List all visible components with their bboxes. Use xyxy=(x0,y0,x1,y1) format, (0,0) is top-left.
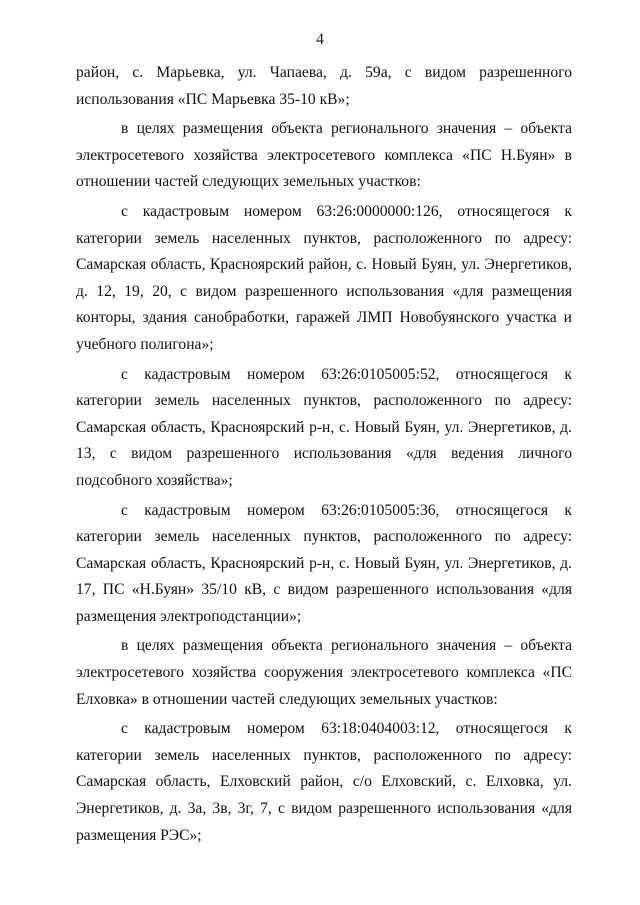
paragraph-5: с кадастровым номером 63:26:0105005:36, относящегося к категории земель населенных пунктов, расположенного по адресу: Самарская область, Красноярский р-н, с. Новый Буян, ул. Энергетиков, д. 17, ПС «Н.Буян» 35/10 кВ, с видом разрешенного использования «для размещения электроподстанции»; xyxy=(76,501,572,625)
paragraph-4: с кадастровым номером 63:26:0105005:52, относящегося к категории земель населенных пунктов, расположенного по адресу: Самарская область, Красноярский р-н, с. Новый Буян, ул. Энергетиков, д. 13, с видом разрешенного использования «для ведения личного подсобного хозяйства»; xyxy=(76,365,572,489)
paragraph-7: с кадастровым номером 63:18:0404003:12, относящегося к категории земель населенных пунктов, расположенного по адресу: Самарская область, Елховский район, с/о Елховский, с. Елховка, ул. Энергетиков, д. 3а, 3в, 3г, 7, с видом разрешенного использования «для размещения РЭС»; xyxy=(76,720,572,844)
paragraph-6: в целях размещения объекта регионального значения – объекта электросетевого хозяйства сооружения электросетевого комплекса «ПС Елховка» в отношении частей следующих земельных участков: xyxy=(76,637,572,708)
paragraph-2: в целях размещения объекта регионального значения – объекта электросетевого хозяйства электросетевого комплекса «ПС Н.Буян» в отношении частей следующих земельных участков: xyxy=(76,120,572,191)
paragraph-3: с кадастровым номером 63:26:0000000:126, относящегося к категории земель населенных пунктов, расположенного по адресу: Самарская область, Красноярский район, с. Новый Буян, ул. Энергетиков, д. 12, 19, 20, с видом разрешенного использования «для размещения конторы, здания санобработки, гаражей ЛМП Новобуянского участка и учебного полигона»; xyxy=(76,202,572,353)
paragraph-1: район, с. Марьевка, ул. Чапаева, д. 59а, с видом разрешенного использования «ПС Марьевка 35-10 кВ»; xyxy=(76,64,572,108)
document-body xyxy=(76,60,572,852)
page-number: 4 xyxy=(316,31,324,48)
